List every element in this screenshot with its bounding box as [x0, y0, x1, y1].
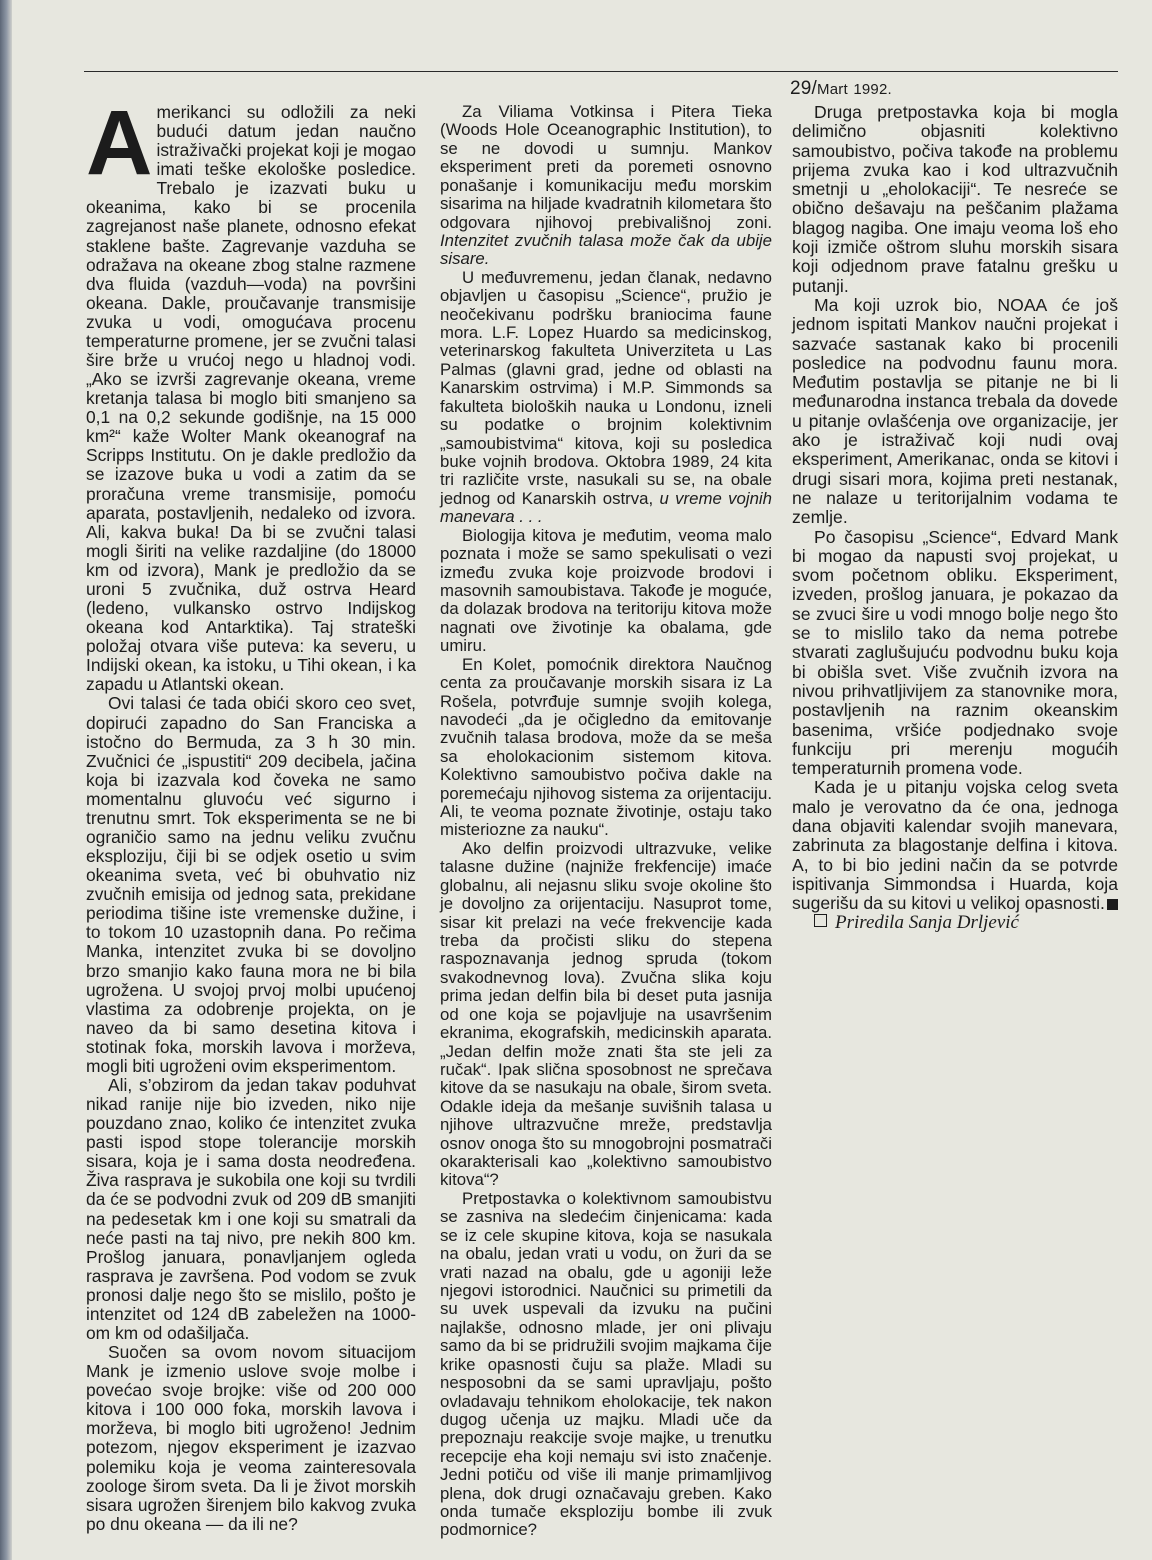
article-column-1: [86, 92, 416, 1534]
article-paragraph: U međuvremenu, jedan članak, nedavno objavljen u časopisu „Science“, pružio je neočekivanu podršku braniocima faune mora. L.F. Lopez Huardo sa medicinskog, veterinarskog fakulteta Univerziteta u Las Palmas (glavni grad, jedne od oblasti na Kanarskim ostrvima) i M.P. Simmonds sa fakulteta bioloških nauka u Londonu, izneli su podatke o brojnim kolektivnim „samoubistvima“ kitova, koji su posledica buke vojnih brodova. Oktobra 1989, 24 kita tri različite vrste, nasukali su se, na obale jednog od Kanarskih ostrva, u vreme vojnih manevara . . .: [440, 267, 772, 527]
article-paragraph: Biologija kitova je međutim, veoma malo poznata i može se samo spekulisati o vezi između zvuka koje proizvode brodovi i masovnih samoubistava. Takođe je moguće, da dolazak brodova na teritoriju kitova može nagnati ove životinje ka obalama, gde umiru.: [440, 525, 772, 656]
header-rule: [84, 71, 1118, 72]
article-paragraph: Ma koji uzrok bio, NOAA će još jednom ispitati Mankov naučni projekat i sazvaće sastanak kako bi procenili posledice na podvodnu faunu mora. Međutim postavlja se pitanje ne bi li međunarodna instanca trebala da dovede u pitanje ovlašćenja ove organizacije, jer ako je istraživač koji nudi ovaj eksperiment, Amerikanac, onda se kitovi i drugi sisari mora, kojima preti nestanak, ne nalaze u teritorijalnim vodama te zemlje.: [792, 294, 1118, 528]
article-paragraph: Kada je u pitanju vojska celog sveta malo je verovatno da će ona, jednoga dana objaviti kalendar svojih manevara, zabrinuta za blagostanje delfina i kitova. A, to bi bio jedini način da se potvrde ispitivanja Simmondsa i Huarda, koja sugerišu da su kitovi u velikoj opasnosti.: [792, 777, 1118, 914]
article-emphasis: u vreme vojnih manevara . . .: [440, 488, 772, 527]
issue-month: Mart: [817, 81, 848, 98]
author-byline: Priredila Sanja Drljević: [792, 913, 1118, 932]
article-paragraph: Suočen sa ovom novom situacijom Mank je izmenio uslove svoje molbe i povećao svoje brojke: više od 200 000 kitova i 100 000 foka, morskih lavova i morževa, bi moglo biti ugroženo! Jednim potezom, njegov eksperiment je izazvao polemiku koja je veoma zainteresovala zoologe širom sveta. Da li je život morskih sisara ugrožen širenjem bilo kakvog zvuka po dnu okeana — da ili ne?: [86, 1342, 416, 1534]
article-column-3: [792, 103, 1118, 933]
page-number: 29/: [790, 78, 818, 99]
article-paragraph: Po časopisu „Science“, Edvard Mank bi mogao da napusti svoj projekat, u svom početnom obliku. Eksperiment, izveden, prošlog januara, je pokazao da se zvuci šire u vodi mnogo bolje nego što se to mislilo tako da nema potrebe stvarati zaglušujuću podvodnu buku koja bi obišla svet. Više zvučnih izvora na nivou prihvatljivijem za stanovnike mora, postavljenih na raznim okeanskim basenima, vršiće podjednako svoje funkciju pri merenju mogućih temperaturnih promena vode.: [792, 526, 1118, 779]
article-paragraph: Ali, s’obzirom da jedan takav poduhvat nikad ranije nije bio izveden, niko nije pouzdano znao, koliko će intenzitet zvuka pasti ispod stope tolerancije morskih sisara, koja je i sama dosta neodređena. Živa rasprava je sukobila one koji su tvrdili da će se podvodni zvuk od 209 dB smanjiti na pedesetak km i one koji su smatrali da neće pasti na taj nivo, pre nekih 800 km. Prošlog januara, ponavljanjem ogleda rasprava je završena. Pod vodom se zvuk pronosi dalje nego što se mislilo, pošto je intenzitet od 124 dB zabeležen na 1000-om km od odašiljača.: [86, 1074, 416, 1343]
square-bullet-icon: [814, 914, 827, 927]
drop-cap: A: [86, 92, 153, 194]
article-paragraph: Ako delfin proizvodi ultrazvuke, velike talasne dužine (najniže frekfencije) imaće globalnu, ali nejasnu sliku svoje okoline što je dovoljno za orijentaciju. Nasuprot tome, sisar kit prelazi na veće frekvencije kada treba da pročisti sliku do stepena raspoznavanja jednog spruda (tokom svakodnevnog lova). Zvučna slika koju prima jedan delfin bila bi deset puta jasnija od one koja se pojavljuje na usavršenim ekranima, ekografskih, medicinskih aparata. „Jedan delfin može znati šta ste jeli za ručak“. Ipak slična sposobnost ne sprečava kitove da se nasukaju na obale, širom sveta. Odakle ideja da mešanje suvišnih talasa u njihove ultrazvučne mreže, predstavlja osnov onoga što su mnogobrojni posmatrači okarakterisali kao „kolektivno samoubistvo kitova“?: [440, 838, 772, 1190]
article-column-2: [440, 103, 772, 1540]
page-edge-strip: [0, 0, 12, 1560]
article-paragraph: Amerikanci su odložili za neki budući datum jedan naučno istraživački projekat koji je mogao imati teške ekološke posledice. Trebalo je izazvati buku u okeanima, kako bi se procenila zagrejanost naše planete, odnosno efekat staklene bašte. Zagrevanje vazduha se odražava na okeane zbog stalne razmene dva fluida (vazduh—voda) na površini okeana. Dakle, proučavanje transmisije zvuka u vodi, omogućava procenu temperaturne promene, jer se zvučni talasi šire brže u vrućoj nego u hladnoj vodi. „Ako se izvrši zagrevanje okeana, vreme kretanja talasa bi moglo biti smanjeno sa 0,1 na 0,2 sekunde godišnje, na 15 000 km²“ kaže Wolter Mank okeanograf na Scripps Institutu. On je dakle predložio da se izazove buka u vodi a zatim da se proračuna vreme transmisije, pomoću aparata, postavljenih, nedaleko od izvora. Ali, kakva buka! Da bi se zvučni talasi mogli širiti na velike razdaljine (do 18000 km od izvora), Mank je predložio da se uroni 5 zvučnika, duž ostrva Heard (ledeno, vulkansko ostrvo Indijskog okeana kod Antarktika). Taj strateški položaj otvara više puteva: ka severu, u Indijski okean, ka istoku, u Tihi okean, i ka zapadu u Atlantski okean.: [86, 92, 416, 695]
end-of-article-mark: [1107, 899, 1118, 910]
issue-year: 1992.: [853, 81, 892, 98]
article-paragraph: Ovi talasi će tada obići skoro ceo svet, dopirući zapadno do San Franciska a istočno do Bermuda, za 3 h 30 min. Zvučnici će „ispustiti“ 209 decibela, jačina koja bi izazvala kod čoveka ne samo momentalnu gluvoću već sigurno i trenutnu smrt. Tok eksperimenta se ne bi ograničio samo na jednu veliku zvučnu eksploziju, čiji bi se odjek osetio u svim okeanima sveta, već bi obuhvatio niz zvučnih emisija od jednog sata, prekidane periodima tišine iste vremenske dužine, i to tokom 10 uzastopnih dana. Po rečima Manka, intenzitet zvuka bi se dovoljno brzo smanjio kako fauna mora ne bi bila ugrožena. U svojoj prvoj molbi upućenoj vlastima za odobrenje projekta, on je naveo da bi samo desetina kitova i stotinak foka, morskih lavova i morževa, mogli biti ugroženi ovim eksperimentom.: [86, 693, 416, 1076]
article-paragraph: Pretpostavka o kolektivnom samoubistvu se zasniva na sledećim činjenicama: kada se iz cele skupine kitova, koja se nasukala na obalu, jedan vrati u vodu, on žuri da se vrati nazad na obalu, gde u agoniji leže njegovi istorodnici. Naučnici su primetili da su uvek uspevali da izvuku na pučini najlakše, odnosno mlade, jer oni plivaju samo da bi se pridružili svojim majkama čije krike opasnosti čuju sa plaže. Mladi su nesposobni da se sami upravljaju, pošto ovladavaju tehnikom eholokacije, tek nakon dugog učenja uz majku. Mladi uče da prepoznaju reakcije svoje majke, u trenutku recepcije eha koji nemaju svi isto značenje. Jedni potiču od više ili manje primamljivog plena, dok drugi označavaju greben. Kako onda tumače eksploziju bombe ili zvuk podmornice?: [440, 1188, 772, 1540]
article-paragraph: Druga pretpostavka koja bi mogla delimično objasniti kolektivno samoubistvo, počiva takođe na problemu prijema zvuka kao i kod ultrazvučnih smetnji u „eholokaciji“. Te nesreće se obično dešavaju na peščanim plažama blagog nagiba. One imaju veoma loš eho koji izmiče oštrom sluhu morskih sisara koji odjednom prave fatalnu grešku u putanji.: [792, 102, 1118, 296]
article-paragraph: En Kolet, pomoćnik direktora Naučnog centa za proučavanje morskih sisara iz La Rošela, potvrđuje sumnje svojih kolega, navodeći „da je očigledno da emitovanje zvučnih talasa brodova, može da se meša sa eholokacionim sistemom kitova. Kolektivno samoubistvo počiva dakle na poremećaju njihovog sistema za orijentaciju. Ali, te veoma poznate životinje, ostaju tako misteriozne za nauku“.: [440, 654, 772, 840]
page-header: [790, 78, 892, 100]
article-paragraph: Za Viliama Votkinsa i Pitera Tieka (Woods Hole Oceanographic Institution), to se ne dovodi u sumnju. Mankov eksperiment preti da poremeti osnovno ponašanje i komunikaciju među morskim sisarima na hiljade kvadratnih kilometara što odgovara njihovoj prebivališnoj zoni. Intenzitet zvučnih talasa može čak da ubije sisare.: [440, 102, 772, 269]
article-emphasis: Intenzitet zvučnih talasa može čak da ubije sisare.: [440, 230, 772, 269]
